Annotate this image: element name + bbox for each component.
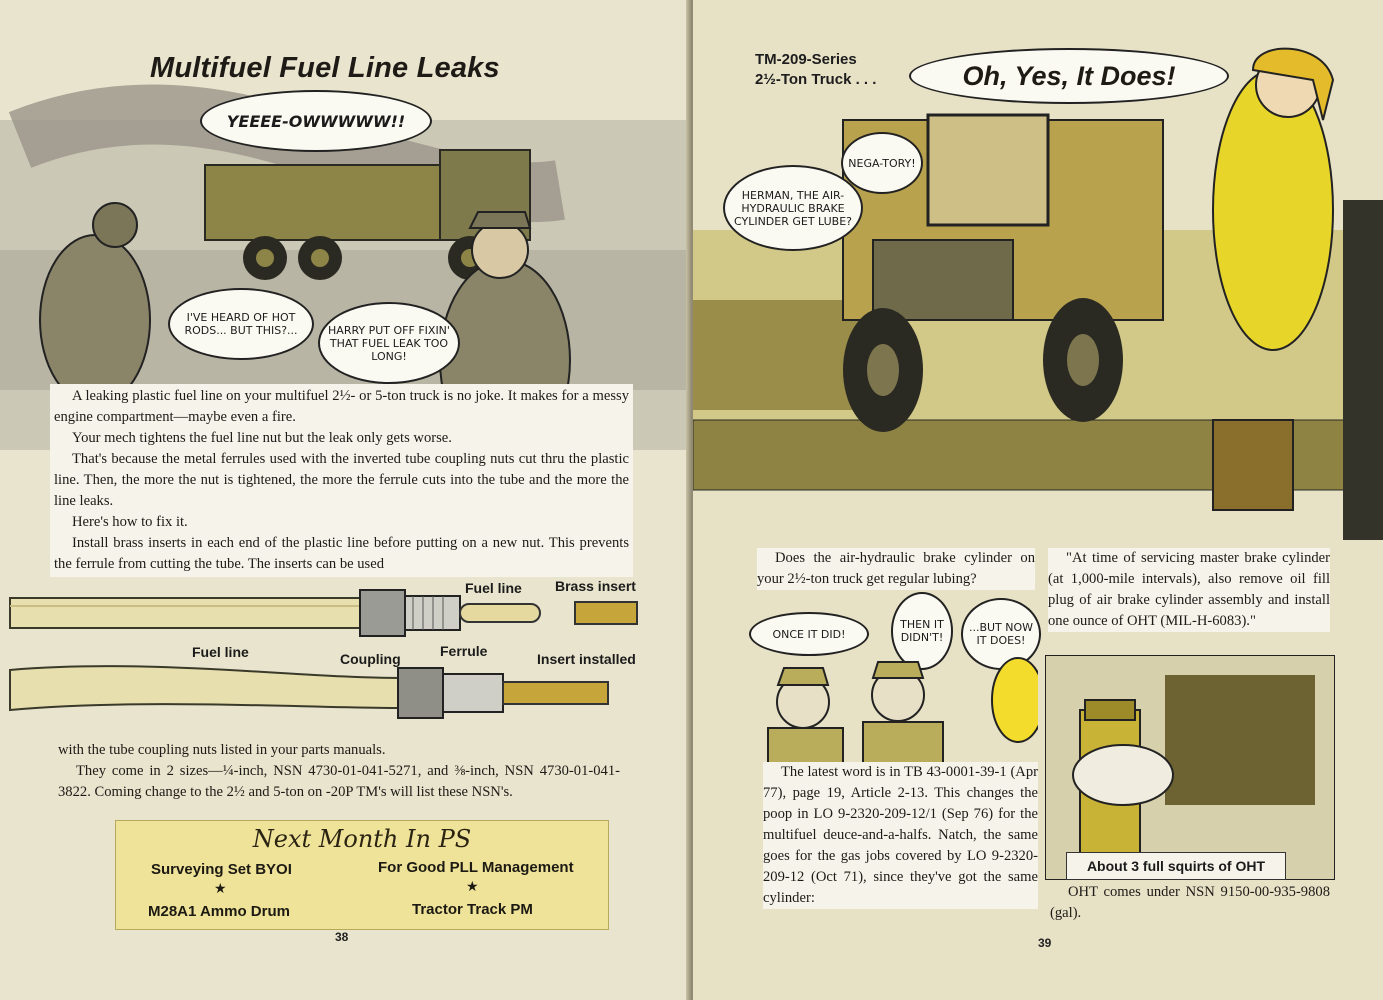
next-month-title: Next Month In PS <box>252 825 472 853</box>
speech-bubble-but-now: ...BUT NOW IT DOES! <box>961 598 1041 670</box>
next-month-box <box>115 820 609 930</box>
label-fuel-line-bottom: Fuel line <box>192 644 249 660</box>
speech-bubble-harry: HARRY PUT OFF FIXIN' THAT FUEL LEAK TOO LONG! <box>318 302 460 384</box>
speech-bubble-negatory: NEGA-TORY! <box>841 132 923 194</box>
question-text <box>757 548 1035 590</box>
header-series: TM-209-Series <box>755 51 857 68</box>
paragraph: That's because the metal ferrules used with the inverted tube coupling nuts cut thru the plastic line. Then, the more the nut is tightened, the more the ferrule cuts into the tube and the more the line leaks. <box>54 451 629 509</box>
paragraph: The latest word is in TB 43-0001-39-1 (Apr 77), page 19, Article 2-13. This changes the poop in LO 9-2320-209-12/1 (Sep 76) for the multifuel deuce-and-a-halfs. Natch, the same goes for the gas jobs covered by LO 9-2320-209-12 (Oct 71), since they've got the same cylinder: <box>763 764 1038 906</box>
paragraph: Here's how to fix it. <box>72 514 188 530</box>
star-icon: ★ <box>214 882 227 897</box>
page-number: 39 <box>1038 936 1052 950</box>
page-title: Multifuel Fuel Line Leaks <box>150 52 500 84</box>
label-ferrule: Ferrule <box>440 643 488 659</box>
speech-bubble-once: ONCE IT DID! <box>749 612 869 656</box>
right-page <box>693 0 1383 1000</box>
paragraph: They come in 2 sizes—¼-inch, NSN 4730-01-041-5271, and ⅜-inch, NSN 4730-01-041-3822. Coming change to the 2½ and 5-ton on -20P TM's will list these NSN's. <box>58 763 620 800</box>
paragraph: with the tube coupling nuts listed in your parts manuals. <box>58 742 386 758</box>
oht-squirt-illustration <box>1045 655 1335 880</box>
label-insert-installed: Insert installed <box>537 651 636 667</box>
parts-text <box>58 740 620 803</box>
illustration-caption: About 3 full squirts of OHT <box>1066 852 1286 880</box>
intro-text <box>50 384 633 577</box>
star-icon: ★ <box>466 880 479 895</box>
page-title: Oh, Yes, It Does! <box>909 48 1229 104</box>
label-coupling: Coupling <box>340 651 401 667</box>
page-number: 38 <box>335 930 349 944</box>
paragraph: A leaking plastic fuel line on your multifuel 2½- or 5-ton truck is no joke. It makes for a messy engine compartment—maybe even a fire. <box>54 388 629 425</box>
header-truck: 2½-Ton Truck . . . <box>755 71 877 88</box>
next-month-item: Surveying Set BYOI <box>151 861 292 878</box>
label-fuel-line-top: Fuel line <box>465 580 522 596</box>
lo-quote-text <box>1048 548 1330 632</box>
speech-bubble-then: THEN IT DIDN'T! <box>891 592 953 670</box>
next-month-item: For Good PLL Management <box>378 859 574 876</box>
paragraph: Your mech tightens the fuel line nut but the leak only gets worse. <box>72 430 452 446</box>
speech-bubble-yell: YEEEE-OWWWWW!! <box>200 90 432 152</box>
speech-bubble-herman: HERMAN, THE AIR-HYDRAULIC BRAKE CYLINDER GET LUBE? <box>723 165 863 251</box>
paragraph: OHT comes under NSN 9150-00-935-9808 (gal). <box>1050 884 1330 921</box>
next-month-item: M28A1 Ammo Drum <box>148 903 290 920</box>
speech-bubble-hot-rods: I'VE HEARD OF HOT RODS... BUT THIS?... <box>168 288 314 360</box>
oht-nsn-text <box>1050 882 1330 924</box>
left-page <box>0 0 690 1000</box>
paragraph: "At time of servicing master brake cylinder (at 1,000-mile intervals), also remove oil fill plug of air brake cylinder assembly and install one ounce of OHT (MIL-H-6083)." <box>1048 550 1330 629</box>
mechanics-illustration <box>738 640 1038 765</box>
article-header <box>755 50 876 90</box>
paragraph: Install brass inserts in each end of the plastic line before putting on a new nut. This prevents the ferrule from cutting the tube. The inserts can be used <box>54 535 629 572</box>
paragraph: Does the air-hydraulic brake cylinder on your 2½-ton truck get regular lubing? <box>757 550 1035 587</box>
latest-word-text <box>763 762 1038 909</box>
next-month-item: Tractor Track PM <box>412 901 533 918</box>
label-brass-insert: Brass insert <box>555 578 636 594</box>
